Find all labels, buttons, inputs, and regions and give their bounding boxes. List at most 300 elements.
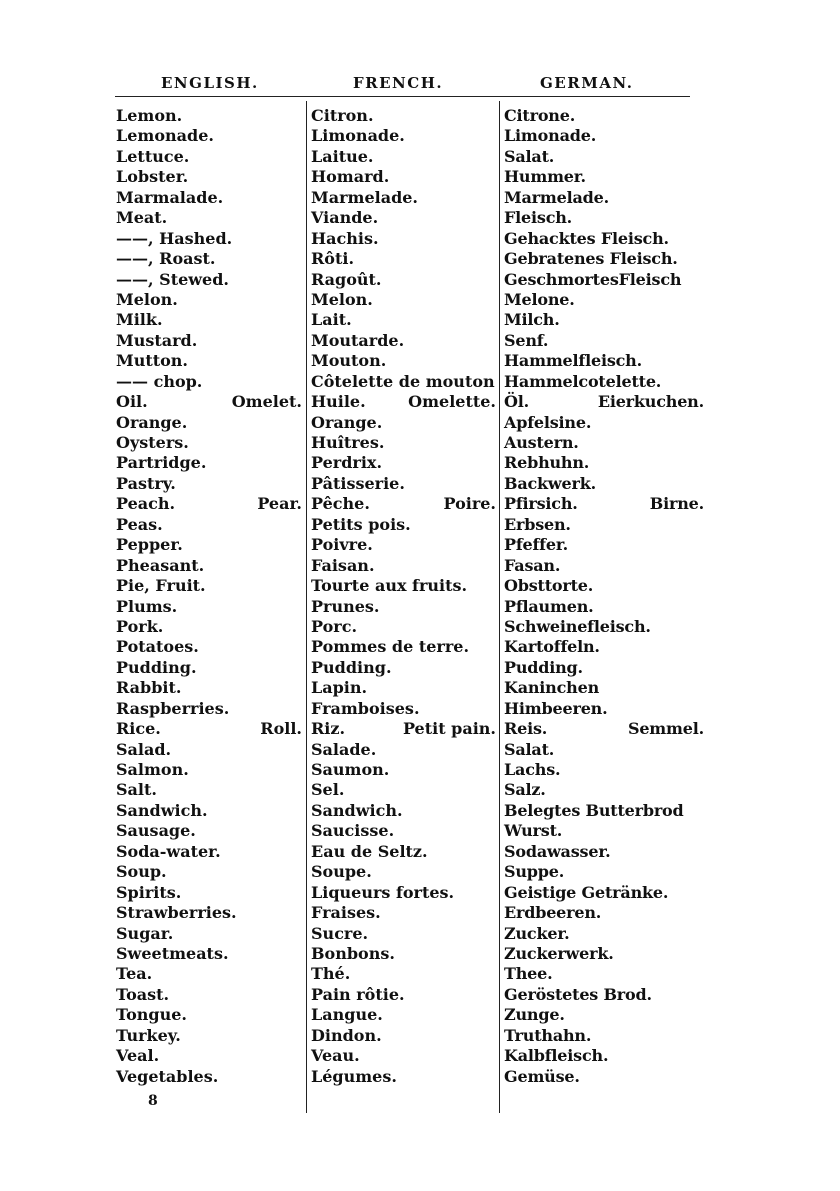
french-word: Pudding. xyxy=(311,657,392,677)
english-term xyxy=(116,760,302,780)
french-term xyxy=(311,576,496,596)
english-word: Turkey. xyxy=(116,1025,181,1045)
german-term xyxy=(504,392,704,412)
german-word: Zucker. xyxy=(504,923,570,943)
french-term xyxy=(311,1026,496,1046)
english-word: Tea. xyxy=(116,964,153,984)
german-word: Öl. xyxy=(504,392,529,412)
german-word: Citrone. xyxy=(504,106,576,125)
german-term xyxy=(504,515,704,535)
german-term xyxy=(504,924,704,944)
french-word: Moutarde. xyxy=(311,330,405,350)
english-word: Pear. xyxy=(257,494,302,514)
german-word: Kartoffeln. xyxy=(504,637,600,657)
english-word: Roll. xyxy=(260,719,302,739)
german-term xyxy=(504,617,704,637)
english-word: Pheasant. xyxy=(116,555,205,575)
french-term xyxy=(311,494,496,514)
german-term xyxy=(504,842,704,862)
english-term xyxy=(116,515,302,535)
french-term xyxy=(311,106,496,126)
german-term xyxy=(504,249,704,269)
german-word: Salz. xyxy=(504,780,546,800)
german-term xyxy=(504,944,704,964)
english-term xyxy=(116,842,302,862)
german-word: GeschmortesFleisch xyxy=(504,269,682,289)
german-word: Geröstetes Brod. xyxy=(504,984,652,1004)
french-word: Eau de Seltz. xyxy=(311,841,428,861)
english-term xyxy=(116,106,302,126)
french-word: Sel. xyxy=(311,780,345,800)
german-word: Marmelade. xyxy=(504,187,610,207)
german-column xyxy=(504,106,704,1087)
german-word: Zunge. xyxy=(504,1005,565,1025)
french-term xyxy=(311,351,496,371)
english-term xyxy=(116,1026,302,1046)
german-term xyxy=(504,964,704,984)
french-word: Poire. xyxy=(443,494,496,514)
french-term xyxy=(311,126,496,146)
german-term xyxy=(504,453,704,473)
german-word: Pfeffer. xyxy=(504,535,568,555)
english-word: Salmon. xyxy=(116,760,189,779)
english-term xyxy=(116,433,302,453)
english-word: Strawberries. xyxy=(116,903,237,923)
german-term xyxy=(504,760,704,780)
english-term xyxy=(116,637,302,657)
german-term xyxy=(504,331,704,351)
english-word: Oil. xyxy=(116,392,148,412)
german-word: Limonade. xyxy=(504,126,597,146)
english-term xyxy=(116,617,302,637)
german-term xyxy=(504,535,704,555)
english-term xyxy=(116,392,302,412)
french-term xyxy=(311,903,496,923)
french-term xyxy=(311,821,496,841)
german-term xyxy=(504,597,704,617)
french-term xyxy=(311,658,496,678)
german-term xyxy=(504,290,704,310)
english-word: Spirits. xyxy=(116,882,182,902)
french-word: Liqueurs fortes. xyxy=(311,882,455,902)
german-word: Truthahn. xyxy=(504,1025,592,1045)
header-german: GERMAN. xyxy=(540,74,634,92)
german-word: Apfelsine. xyxy=(504,412,592,432)
german-word: Pudding. xyxy=(504,657,583,677)
english-word: Pie, Fruit. xyxy=(116,576,206,596)
german-word: Kalbfleisch. xyxy=(504,1046,609,1066)
english-word: Mustard. xyxy=(116,330,198,350)
english-word: Lobster. xyxy=(116,167,189,187)
german-term xyxy=(504,1067,704,1087)
french-term xyxy=(311,1067,496,1087)
french-term xyxy=(311,924,496,944)
french-term xyxy=(311,637,496,657)
english-term xyxy=(116,413,302,433)
english-term xyxy=(116,1005,302,1025)
english-word: Marmalade. xyxy=(116,187,224,207)
german-term xyxy=(504,556,704,576)
german-word: Hammelcotelette. xyxy=(504,371,662,391)
german-term xyxy=(504,637,704,657)
english-word: Sausage. xyxy=(116,821,196,841)
german-word: Belegtes Butterbrod xyxy=(504,800,684,820)
english-word: Sugar. xyxy=(116,923,174,943)
german-word: Pfirsich. xyxy=(504,494,578,514)
french-word: Mouton. xyxy=(311,351,387,371)
german-word: Fleisch. xyxy=(504,208,573,228)
english-word: Mutton. xyxy=(116,351,188,371)
english-term xyxy=(116,290,302,310)
german-term xyxy=(504,413,704,433)
english-word: Toast. xyxy=(116,984,170,1004)
english-term xyxy=(116,310,302,330)
english-term xyxy=(116,658,302,678)
english-word: Plums. xyxy=(116,596,178,616)
german-word: Hammelfleisch. xyxy=(504,351,642,371)
english-term xyxy=(116,1067,302,1087)
english-word: Raspberries. xyxy=(116,698,230,718)
french-term xyxy=(311,801,496,821)
german-term xyxy=(504,821,704,841)
english-word: Peas. xyxy=(116,514,163,534)
french-word: Pain rôtie. xyxy=(311,984,405,1004)
french-term xyxy=(311,780,496,800)
french-term xyxy=(311,515,496,535)
french-word: Perdrix. xyxy=(311,453,383,473)
french-word: Légumes. xyxy=(311,1066,397,1086)
french-term xyxy=(311,535,496,555)
english-word: Rice. xyxy=(116,719,161,739)
french-term xyxy=(311,433,496,453)
french-term xyxy=(311,167,496,187)
french-word: Citron. xyxy=(311,106,374,125)
english-word: Meat. xyxy=(116,208,168,228)
french-word: Rôti. xyxy=(311,249,355,269)
english-term xyxy=(116,903,302,923)
german-word: Wurst. xyxy=(504,821,563,841)
french-word: Sucre. xyxy=(311,923,369,943)
german-word: Reis. xyxy=(504,719,548,739)
french-term xyxy=(311,208,496,228)
english-word: Peach. xyxy=(116,494,176,514)
english-term xyxy=(116,270,302,290)
english-term xyxy=(116,985,302,1005)
french-term xyxy=(311,985,496,1005)
french-word: Côtelette de mouton xyxy=(311,371,495,391)
header-french: FRENCH. xyxy=(353,74,444,92)
english-word: Potatoes. xyxy=(116,637,199,657)
german-word: Gemüse. xyxy=(504,1066,580,1086)
english-word: Sweetmeats. xyxy=(116,943,229,963)
german-word: Suppe. xyxy=(504,862,565,882)
english-word: ——, Roast. xyxy=(116,249,216,269)
english-word: Pepper. xyxy=(116,535,183,555)
german-word: Sodawasser. xyxy=(504,841,611,861)
french-term xyxy=(311,310,496,330)
english-term xyxy=(116,883,302,903)
german-term xyxy=(504,740,704,760)
french-term xyxy=(311,229,496,249)
french-term xyxy=(311,1005,496,1025)
german-word: Senf. xyxy=(504,330,549,350)
french-word: Homard. xyxy=(311,167,390,187)
french-word: Saucisse. xyxy=(311,821,395,841)
german-term xyxy=(504,699,704,719)
french-term xyxy=(311,862,496,882)
english-term xyxy=(116,576,302,596)
english-word: —— chop. xyxy=(116,371,203,391)
french-word: Langue. xyxy=(311,1005,383,1025)
french-term xyxy=(311,474,496,494)
english-term xyxy=(116,167,302,187)
page-number: 8 xyxy=(148,1093,158,1109)
german-word: Geistige Getränke. xyxy=(504,882,669,902)
english-term xyxy=(116,474,302,494)
english-word: Salt. xyxy=(116,780,157,800)
french-word: Marmelade. xyxy=(311,187,418,207)
german-term xyxy=(504,270,704,290)
french-word: Petits pois. xyxy=(311,514,411,534)
german-term xyxy=(504,106,704,126)
french-term xyxy=(311,964,496,984)
french-word: Pêche. xyxy=(311,494,370,514)
english-term xyxy=(116,597,302,617)
french-word: Laitue. xyxy=(311,146,374,166)
english-word: Soup. xyxy=(116,862,167,882)
french-word: Soupe. xyxy=(311,862,372,882)
english-term xyxy=(116,944,302,964)
english-word: Tongue. xyxy=(116,1005,187,1025)
german-term xyxy=(504,372,704,392)
english-term xyxy=(116,188,302,208)
english-word: Omelet. xyxy=(231,392,302,412)
german-word: Melone. xyxy=(504,289,575,309)
english-column xyxy=(116,106,302,1087)
english-word: Pastry. xyxy=(116,473,176,493)
french-word: Pâtisserie. xyxy=(311,473,405,493)
english-word: Lemonade. xyxy=(116,126,214,146)
french-word: Riz. xyxy=(311,719,346,739)
english-word: Vegetables. xyxy=(116,1066,219,1086)
french-term xyxy=(311,188,496,208)
french-term xyxy=(311,372,496,392)
english-term xyxy=(116,494,302,514)
german-word: Obsttorte. xyxy=(504,576,594,596)
french-word: Omelette. xyxy=(408,392,496,412)
french-term xyxy=(311,597,496,617)
french-term xyxy=(311,944,496,964)
german-term xyxy=(504,658,704,678)
english-word: Milk. xyxy=(116,310,163,330)
german-word: Gehacktes Fleisch. xyxy=(504,228,669,248)
french-word: Ragoût. xyxy=(311,269,382,289)
french-word: Limonade. xyxy=(311,126,405,146)
german-term xyxy=(504,678,704,698)
english-term xyxy=(116,535,302,555)
french-word: Poivre. xyxy=(311,535,373,555)
german-term xyxy=(504,780,704,800)
german-word: Birne. xyxy=(649,494,704,514)
german-word: Fasan. xyxy=(504,555,561,575)
german-term xyxy=(504,126,704,146)
french-word: Bonbons. xyxy=(311,943,395,963)
french-word: Tourte aux fruits. xyxy=(311,576,468,596)
german-term xyxy=(504,167,704,187)
french-word: Orange. xyxy=(311,412,383,432)
german-term xyxy=(504,576,704,596)
english-word: Sandwich. xyxy=(116,800,208,820)
french-word: Lapin. xyxy=(311,678,368,698)
german-term xyxy=(504,801,704,821)
french-word: Porc. xyxy=(311,616,358,636)
french-word: Salade. xyxy=(311,739,377,759)
english-term xyxy=(116,780,302,800)
header-english: ENGLISH. xyxy=(161,74,259,92)
english-term xyxy=(116,964,302,984)
german-word: Semmel. xyxy=(627,719,704,739)
french-word: Dindon. xyxy=(311,1025,382,1045)
english-word: Oysters. xyxy=(116,433,189,452)
english-term xyxy=(116,249,302,269)
english-term xyxy=(116,556,302,576)
german-term xyxy=(504,1026,704,1046)
english-word: Soda-water. xyxy=(116,841,221,861)
german-word: Kaninchen xyxy=(504,678,600,698)
german-word: Backwerk. xyxy=(504,473,596,493)
french-word: Lait. xyxy=(311,310,352,330)
english-word: Lemon. xyxy=(116,106,183,125)
english-term xyxy=(116,678,302,698)
english-word: ——, Stewed. xyxy=(116,269,229,289)
english-word: Salad. xyxy=(116,739,172,759)
english-word: Melon. xyxy=(116,289,178,309)
german-word: Hummer. xyxy=(504,167,586,187)
german-word: Milch. xyxy=(504,310,560,330)
french-term xyxy=(311,883,496,903)
english-term xyxy=(116,740,302,760)
german-word: Zuckerwerk. xyxy=(504,943,614,963)
german-term xyxy=(504,883,704,903)
english-term xyxy=(116,821,302,841)
french-term xyxy=(311,270,496,290)
french-term xyxy=(311,556,496,576)
column-headers xyxy=(115,74,690,96)
french-word: Veau. xyxy=(311,1046,360,1066)
english-term xyxy=(116,924,302,944)
german-word: Austern. xyxy=(504,433,579,452)
french-term xyxy=(311,617,496,637)
german-term xyxy=(504,903,704,923)
english-term xyxy=(116,453,302,473)
english-term xyxy=(116,331,302,351)
english-word: Partridge. xyxy=(116,453,207,473)
french-word: Saumon. xyxy=(311,760,390,779)
english-term xyxy=(116,208,302,228)
french-word: Hachis. xyxy=(311,228,379,248)
german-word: Erdbeeren. xyxy=(504,903,602,923)
french-word: Melon. xyxy=(311,289,373,309)
english-word: Orange. xyxy=(116,412,188,432)
english-term xyxy=(116,862,302,882)
german-term xyxy=(504,310,704,330)
english-word: Pudding. xyxy=(116,657,197,677)
french-term xyxy=(311,331,496,351)
german-term xyxy=(504,1005,704,1025)
french-term xyxy=(311,453,496,473)
english-term xyxy=(116,1046,302,1066)
german-word: Salat. xyxy=(504,739,555,759)
column-divider-1 xyxy=(306,101,307,1113)
german-term xyxy=(504,229,704,249)
french-word: Huîtres. xyxy=(311,433,385,452)
english-term xyxy=(116,372,302,392)
german-word: Eierkuchen. xyxy=(597,392,704,412)
french-word: Huile. xyxy=(311,392,366,412)
german-term xyxy=(504,208,704,228)
french-term xyxy=(311,678,496,698)
german-word: Rebhuhn. xyxy=(504,453,590,473)
french-term xyxy=(311,290,496,310)
french-word: Thé. xyxy=(311,964,351,984)
french-word: Pommes de terre. xyxy=(311,637,470,657)
german-word: Pflaumen. xyxy=(504,596,594,616)
french-term xyxy=(311,760,496,780)
french-word: Sandwich. xyxy=(311,800,403,820)
french-term xyxy=(311,147,496,167)
french-term xyxy=(311,699,496,719)
french-column xyxy=(311,106,496,1087)
german-term xyxy=(504,719,704,739)
german-term xyxy=(504,188,704,208)
english-word: Lettuce. xyxy=(116,146,190,166)
french-term xyxy=(311,842,496,862)
german-word: Erbsen. xyxy=(504,514,571,534)
french-word: Framboises. xyxy=(311,698,420,718)
french-term xyxy=(311,719,496,739)
french-term xyxy=(311,1046,496,1066)
german-term xyxy=(504,474,704,494)
french-term xyxy=(311,740,496,760)
english-term xyxy=(116,699,302,719)
french-term xyxy=(311,249,496,269)
column-divider-2 xyxy=(499,101,500,1113)
french-word: Petit pain. xyxy=(402,719,496,739)
german-word: Himbeeren. xyxy=(504,698,608,718)
header-rule xyxy=(115,96,690,97)
german-term xyxy=(504,433,704,453)
german-word: Thee. xyxy=(504,964,553,984)
german-term xyxy=(504,351,704,371)
german-word: Salat. xyxy=(504,146,555,166)
english-word: ——, Hashed. xyxy=(116,228,233,248)
french-word: Faisan. xyxy=(311,555,375,575)
french-term xyxy=(311,392,496,412)
french-word: Fraises. xyxy=(311,903,381,923)
german-word: Lachs. xyxy=(504,760,561,779)
english-term xyxy=(116,351,302,371)
french-term xyxy=(311,413,496,433)
german-term xyxy=(504,985,704,1005)
english-word: Veal. xyxy=(116,1046,160,1066)
german-word: Schweinefleisch. xyxy=(504,616,651,636)
german-word: Gebratenes Fleisch. xyxy=(504,249,678,269)
french-word: Viande. xyxy=(311,208,379,228)
english-term xyxy=(116,719,302,739)
german-term xyxy=(504,494,704,514)
german-term xyxy=(504,147,704,167)
english-term xyxy=(116,147,302,167)
